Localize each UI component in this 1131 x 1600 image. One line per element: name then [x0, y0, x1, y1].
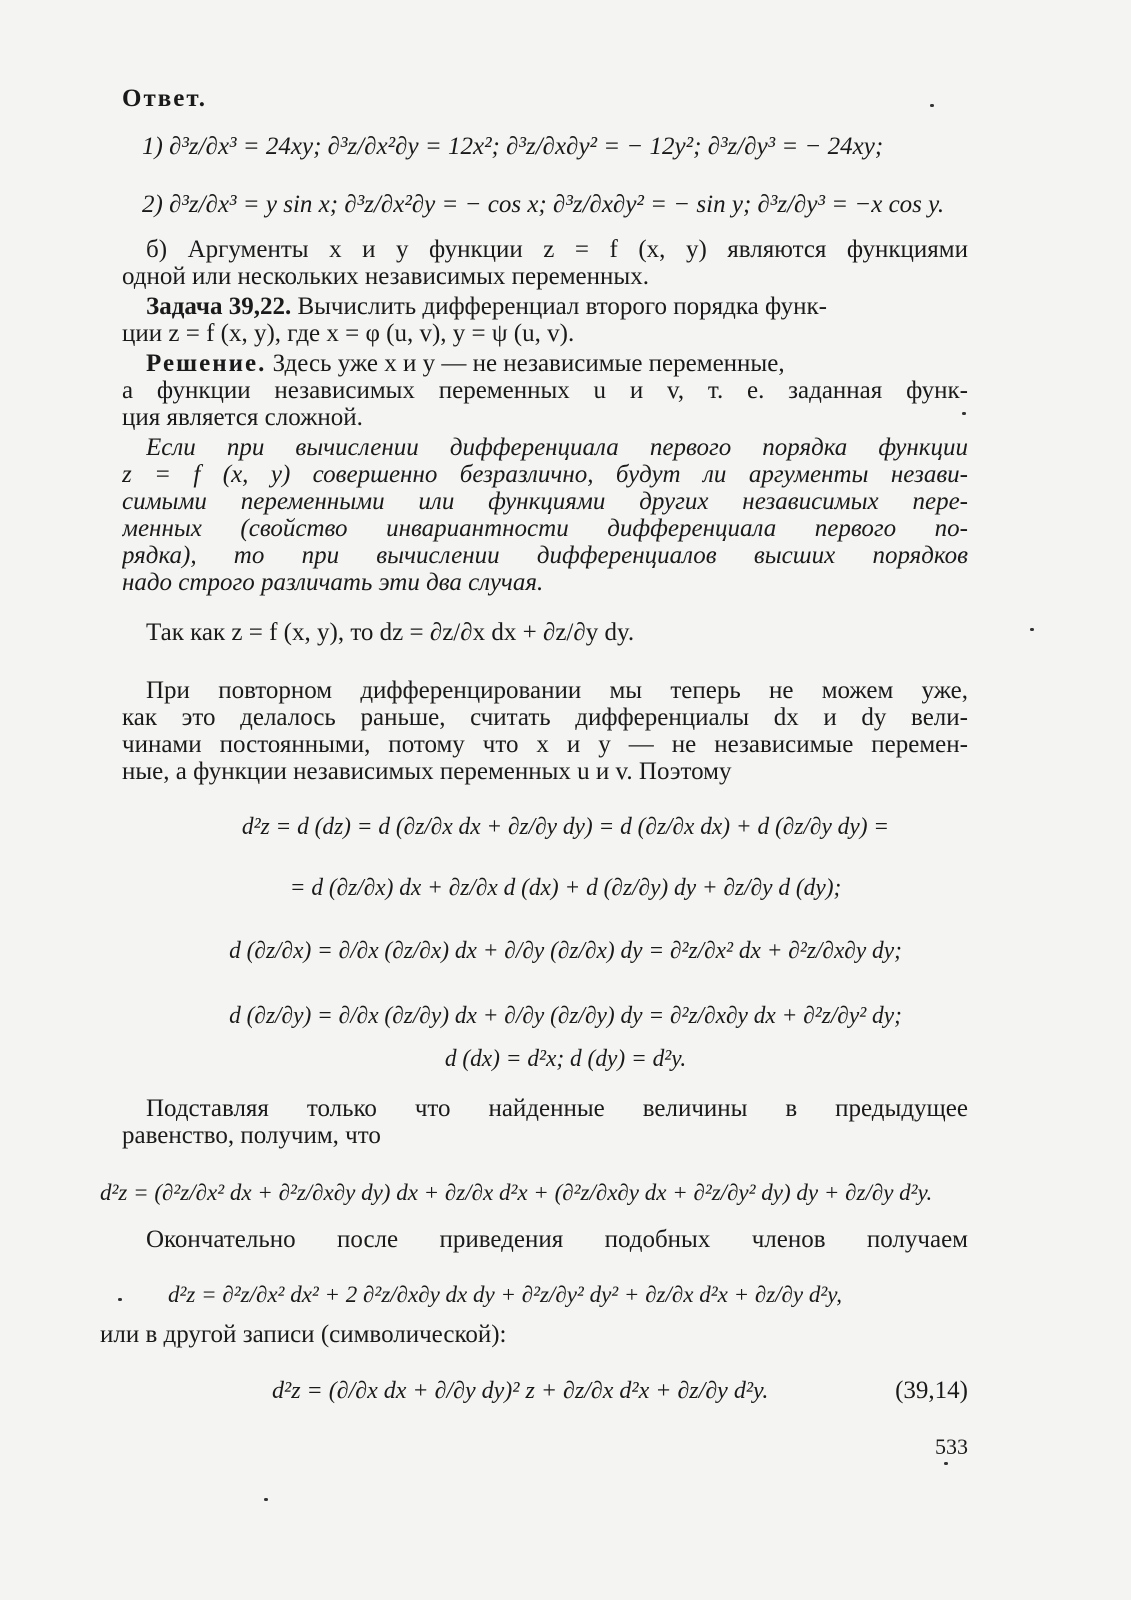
eq-final: d²z = ∂²z/∂x² dx² + 2 ∂²z/∂x∂y dx dy + ∂²z/∂y² dy² + ∂z/∂x d²x + ∂z/∂y d²y,	[168, 1282, 842, 1307]
since-line: Так как z = f (x, y), то dz = ∂z/∂x dx + ∂z/∂y dy.	[146, 619, 635, 646]
symbolic-line: или в другой записи (символической):	[100, 1321, 507, 1348]
subst-line-1: Подставляя только что найденные величины в предыдущее	[146, 1095, 968, 1122]
italic-line-4: менных (свойство инвариантности дифференциала первого по-	[122, 515, 968, 542]
para-b-line-2: одной или нескольких независимых переменных.	[122, 263, 649, 290]
subst-line-2: равенство, получим, что	[122, 1122, 381, 1149]
repeat-line-2: как это делалось раньше, считать дифференциалы dx и dy вели-	[122, 704, 968, 731]
task-label: Задача 39,22.	[146, 293, 292, 320]
eq-block-1: d²z = d (dz) = d (∂z/∂x dx + ∂z/∂y dy) = d (∂z/∂x dx) + d (∂z/∂y dy) =	[241, 814, 890, 840]
page-number: 533	[935, 1434, 968, 1459]
final-line: Окончательно после приведения подобных членов получаем	[146, 1226, 968, 1253]
task-line-1	[146, 292, 968, 322]
scan-speck	[962, 412, 966, 415]
italic-line-1: Если при вычислении дифференциала первого порядка функции	[146, 434, 968, 461]
italic-line-2: z = f (x, y) совершенно безразлично, будут ли аргументы незави-	[122, 461, 968, 488]
scan-speck	[118, 1298, 122, 1301]
repeat-line-3: чинами постоянными, потому что x и y — не независимые перемен-	[122, 731, 968, 758]
italic-line-3: симыми переменными или функциями других независимых пере-	[122, 488, 968, 515]
answer-heading: Ответ.	[122, 85, 207, 112]
eq-block-5: d (dx) = d²x; d (dy) = d²y.	[444, 1046, 687, 1072]
italic-line-5: рядка), то при вычислении дифференциалов высших порядков	[122, 542, 968, 569]
answer-line-2: 2) ∂³z/∂x³ = y sin x; ∂³z/∂x²∂y = − cos x; ∂³z/∂x∂y² = − sin y; ∂³z/∂y³ = −x cos y.	[142, 191, 945, 218]
eq-block-4: d (∂z/∂y) = ∂/∂x (∂z/∂y) dx + ∂/∂y (∂z/∂y) dy = ∂²z/∂x∂y dx + ∂²z/∂y² dy;	[229, 1003, 902, 1029]
solution-line-1	[146, 349, 968, 379]
italic-line-6: надо строго различать эти два случая.	[122, 569, 544, 596]
eq-block-3: d (∂z/∂x) = ∂/∂x (∂z/∂x) dx + ∂/∂y (∂z/∂x) dy = ∂²z/∂x² dx + ∂²z/∂x∂y dy;	[229, 938, 902, 964]
scan-speck	[1030, 628, 1034, 631]
solution-text-1: Здесь уже x и y — не независимые переменные,	[272, 350, 785, 377]
task-line-2: ции z = f (x, y), где x = φ (u, v), y = ψ (u, v).	[122, 320, 575, 347]
solution-line-3: ция является сложной.	[122, 404, 363, 431]
solution-label: Решение.	[146, 350, 267, 377]
answer-line-1: 1) ∂³z/∂x³ = 24xy; ∂³z/∂x²∂y = 12x²; ∂³z/∂x∂y² = − 12y²; ∂³z/∂y³ = − 24xy;	[142, 133, 884, 160]
equation-number: (39,14)	[895, 1377, 968, 1404]
task-text-1: Вычислить дифференциал второго порядка функ-	[297, 293, 827, 320]
para-b-line-1: б) Аргументы x и y функции z = f (x, y) являются функциями	[146, 236, 968, 263]
eq-substituted: d²z = (∂²z/∂x² dx + ∂²z/∂x∂y dy) dx + ∂z/∂x d²x + (∂²z/∂x∂y dx + ∂²z/∂y² dy) dy + ∂z/∂y d²y.	[100, 1180, 933, 1205]
repeat-line-4: ные, а функции независимых переменных u и v. Поэтому	[122, 758, 732, 785]
scan-speck	[930, 104, 934, 107]
repeat-line-1: При повторном дифференцировании мы теперь не можем уже,	[146, 677, 968, 704]
solution-line-2: а функции независимых переменных u и v, т. е. заданная функ-	[122, 377, 968, 404]
scan-speck	[264, 1498, 268, 1501]
eq-symbolic: d²z = (∂/∂x dx + ∂/∂y dy)² z + ∂z/∂x d²x + ∂z/∂y d²y.	[272, 1378, 769, 1404]
scan-speck	[944, 1462, 948, 1465]
eq-block-2: = d (∂z/∂x) dx + ∂z/∂x d (dx) + d (∂z/∂y) dy + ∂z/∂y d (dy);	[289, 875, 842, 901]
